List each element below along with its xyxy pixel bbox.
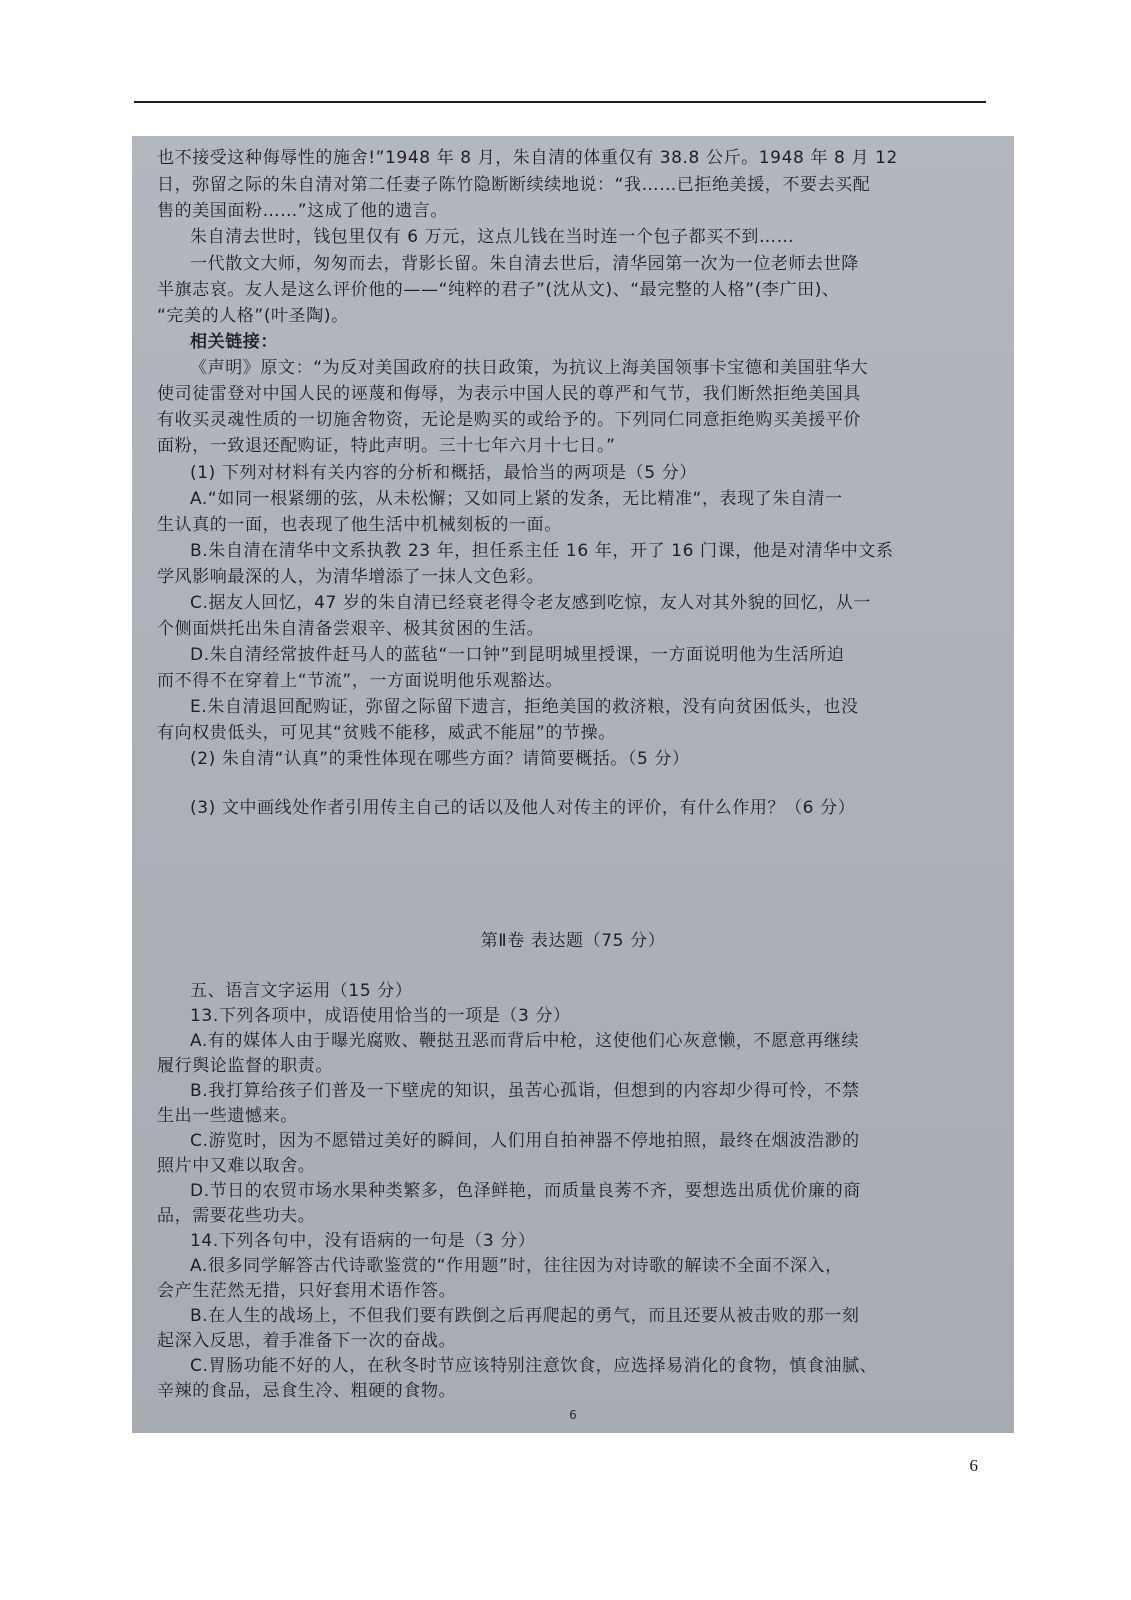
option-line: A.有的媒体人由于曝光腐败、鞭挞丑恶而背后中枪，这使他们心灰意懒，不愿意再继续: [190, 1031, 860, 1051]
option-line: E.朱自清退回配购证，弥留之际留下遗言，拒绝美国的救济粮，没有向贫困低头，也没: [190, 697, 859, 717]
option-line: 品，需要花些功夫。: [157, 1206, 316, 1226]
option-line: 生出一些遗憾来。: [157, 1106, 298, 1126]
passage-line: 半旗志哀。友人是这么评价他的——“纯粹的君子”(沈从文)、“最完整的人格”(李广田)、: [157, 280, 840, 300]
passage-line: 日，弥留之际的朱自清对第二任妻子陈竹隐断断续续地说：“我……已拒绝美援，不要去买配: [157, 175, 871, 195]
statement-line: 使司徒雷登对中国人民的诬蔑和侮辱，为表示中国人民的尊严和气节，我们断然拒绝美国具: [157, 384, 861, 404]
passage-line: “完美的人格”(叶圣陶)。: [157, 306, 349, 326]
header-rule: [134, 101, 986, 103]
passage-line: 售的美国面粉……”这成了他的遗言。: [157, 201, 449, 221]
scanned-exam-photo: [132, 136, 1014, 1433]
option-line: A.很多同学解答古代诗歌鉴赏的“作用题”时，往往因为对诗歌的解读不全面不深入，: [190, 1256, 843, 1276]
question-2: (2) 朱自清“认真”的秉性体现在哪些方面？请简要概括。（5 分）: [190, 749, 690, 769]
option-line: 照片中又难以取舍。: [157, 1156, 316, 1176]
related-links-heading: 相关链接：: [190, 332, 278, 352]
option-line: D.节日的农贸市场水果种类繁多，色泽鲜艳，而质量良莠不齐，要想选出质优价廉的商: [190, 1181, 861, 1201]
question-14: 14.下列各句中，没有语病的一句是（3 分）: [190, 1231, 536, 1251]
option-line: B.我打算给孩子们普及一下壁虎的知识，虽苦心孤诣，但想到的内容却少得可怜，不禁: [190, 1081, 860, 1101]
passage-line: 朱自清去世时，钱包里仅有 6 万元，这点儿钱在当时连一个包子都买不到……: [190, 227, 795, 247]
inner-page-number: 6: [569, 1408, 577, 1422]
question-1: (1) 下列对材料有关内容的分析和概括，最恰当的两项是（5 分）: [190, 463, 697, 483]
option-line: C.据友人回忆，47 岁的朱自清已经衰老得令老友感到吃惊，友人对其外貌的回忆，从一: [190, 593, 871, 613]
option-line: 个侧面烘托出朱自清备尝艰辛、极其贫困的生活。: [157, 619, 545, 639]
option-line: 辛辣的食品，忌食生冷、粗硬的食物。: [157, 1381, 457, 1401]
question-3: (3) 文中画线处作者引用传主自己的话以及他人对传主的评价，有什么作用？（6 分）: [190, 798, 856, 818]
option-line: 履行舆论监督的职责。: [157, 1056, 333, 1076]
option-line: 而不得不在穿着上“节流”，一方面说明他乐观豁达。: [157, 671, 564, 691]
part-5-title: 五、语言文字运用（15 分）: [190, 981, 413, 1001]
passage-line: 也不接受这种侮辱性的施舍!”1948 年 8 月，朱自清的体重仅有 38.8 公斤。1948 年 8 月 12: [157, 148, 898, 168]
option-line: 学风影响最深的人，为清华增添了一抹人文色彩。: [157, 567, 545, 587]
option-line: 生认真的一面，也表现了他生活中机械刻板的一面。: [157, 515, 562, 535]
option-line: B.朱自清在清华中文系执教 23 年，担任系主任 16 年，开了 16 门课，他是对清华中文系: [190, 541, 894, 561]
statement-line: 《声明》原文：“为反对美国政府的扶日政策，为抗议上海美国领事卡宝德和美国驻华大: [190, 358, 869, 378]
option-line: 会产生茫然无措，只好套用术语作答。: [157, 1281, 457, 1301]
option-line: 起深入反思，着手准备下一次的奋战。: [157, 1331, 457, 1351]
statement-line: 有收买灵魂性质的一切施舍物资，无论是购买的或给予的。下列同仁同意拒绝购买美援平价: [157, 410, 861, 430]
statement-line: 面粉，一致退还配购证，特此声明。三十七年六月十七日。”: [157, 436, 616, 456]
page-number: 6: [969, 1456, 978, 1475]
question-13: 13.下列各项中，成语使用恰当的一项是（3 分）: [190, 1006, 571, 1026]
section-title: 第Ⅱ卷 表达题（75 分）: [480, 931, 666, 951]
option-line: D.朱自清经常披件赶马人的蓝毡“一口钟”到昆明城里授课，一方面说明他为生活所迫: [190, 645, 845, 665]
option-line: B.在人生的战场上，不但我们要有跌倒之后再爬起的勇气，而且还要从被击败的那一刻: [190, 1306, 860, 1326]
option-line: A.“如同一根紧绷的弦，从未松懈；又如同上紧的发条，无比精准“，表现了朱自清一: [190, 489, 843, 509]
option-line: C.胃肠功能不好的人，在秋冬时节应该特别注意饮食，应选择易消化的食物，慎食油腻、: [190, 1356, 878, 1376]
passage-line: 一代散文大师，匆匆而去，背影长留。朱自清去世后，清华园第一次为一位老师去世降: [190, 254, 859, 274]
option-line: C.游览时，因为不愿错过美好的瞬间，人们用自拍神器不停地拍照，最终在烟波浩渺的: [190, 1131, 860, 1151]
option-line: 有向权贵低头，可见其“贫贱不能移，威武不能屈”的节操。: [157, 723, 616, 743]
